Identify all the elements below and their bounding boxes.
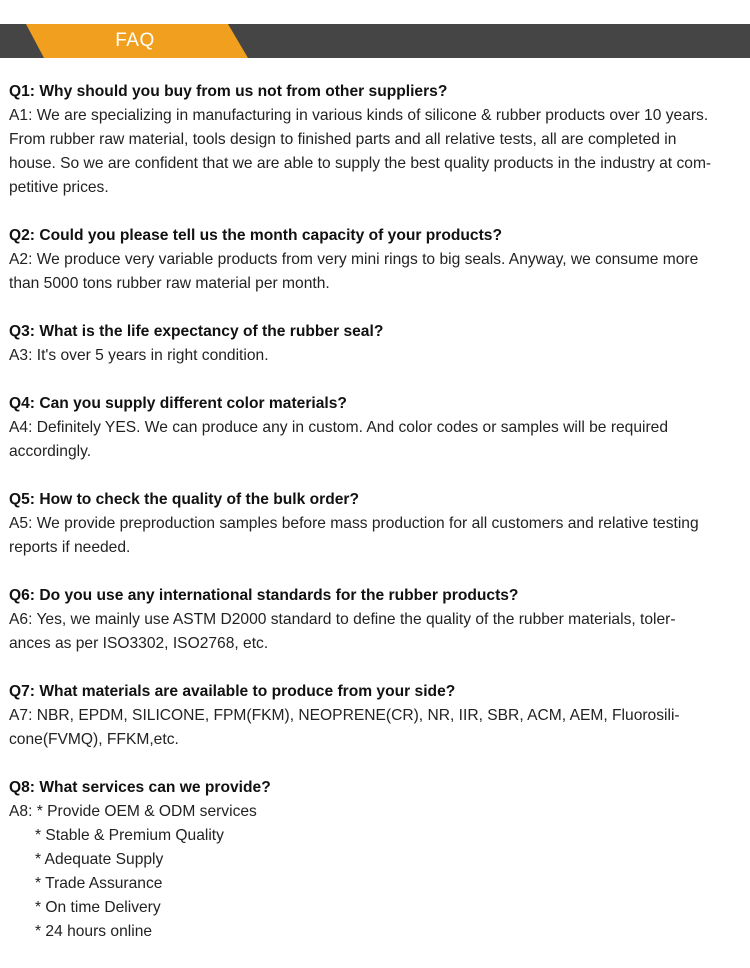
answer-1-line-4: petitive prices. <box>9 179 109 196</box>
faq-item-1 <box>9 80 741 200</box>
answer-2-line-1: A2: We produce very variable products from very mini rings to big seals. Anyway, we consume more <box>9 251 699 268</box>
question-1: Q1: Why should you buy from us not from other suppliers? <box>9 83 448 100</box>
faq-item-8 <box>9 776 741 944</box>
question-8: Q8: What services can we provide? <box>9 779 271 796</box>
faq-item-4 <box>9 392 741 464</box>
faq-header-bar <box>0 24 750 58</box>
answer-3-line-1: A3: It's over 5 years in right condition. <box>9 347 269 364</box>
question-7: Q7: What materials are available to produce from your side? <box>9 683 456 700</box>
answer-7-line-2: cone(FVMQ), FFKM,etc. <box>9 731 179 748</box>
answer-1-line-1: A1: We are specializing in manufacturing in various kinds of silicone & rubber products over 10 years. <box>9 107 709 124</box>
question-6: Q6: Do you use any international standards for the rubber products? <box>9 587 519 604</box>
question-4: Q4: Can you supply different color materials? <box>9 395 347 412</box>
answer-7-line-1: A7: NBR, EPDM, SILICONE, FPM(FKM), NEOPRENE(CR), NR, IIR, SBR, ACM, AEM, Fluorosili- <box>9 707 680 724</box>
faq-item-6 <box>9 584 741 656</box>
service-item: * On time Delivery <box>35 899 161 916</box>
services-list <box>9 824 741 944</box>
answer-6-line-1: A6: Yes, we mainly use ASTM D2000 standard to define the quality of the rubber materials, toler- <box>9 611 676 628</box>
answer-8-line-1: A8: * Provide OEM & ODM services <box>9 803 257 820</box>
question-3: Q3: What is the life expectancy of the rubber seal? <box>9 323 384 340</box>
answer-1-line-3: house. So we are confident that we are able to supply the best quality products in the industry at com- <box>9 155 712 172</box>
question-2: Q2: Could you please tell us the month capacity of your products? <box>9 227 503 244</box>
answer-4-line-1: A4: Definitely YES. We can produce any in custom. And color codes or samples will be required <box>9 419 669 436</box>
faq-list <box>9 80 741 968</box>
answer-5-line-2: reports if needed. <box>9 539 131 556</box>
question-5: Q5: How to check the quality of the bulk order? <box>9 491 360 508</box>
service-item: * 24 hours online <box>35 923 153 940</box>
faq-title: FAQ <box>115 30 155 51</box>
answer-4-line-2: accordingly. <box>9 443 92 460</box>
faq-item-3 <box>9 320 741 368</box>
answer-1-line-2: From rubber raw material, tools design to finished parts and all relative tests, all are completed in <box>9 131 677 148</box>
faq-item-5 <box>9 488 741 560</box>
faq-item-7 <box>9 680 741 752</box>
answer-2-line-2: than 5000 tons rubber raw material per month. <box>9 275 330 292</box>
answer-5-line-1: A5: We provide preproduction samples before mass production for all customers and relative testing <box>9 515 699 532</box>
answer-6-line-2: ances as per ISO3302, ISO2768, etc. <box>9 635 269 652</box>
service-item: * Adequate Supply <box>35 851 164 868</box>
service-item: * Trade Assurance <box>35 875 163 892</box>
faq-item-2 <box>9 224 741 296</box>
service-item: * Stable & Premium Quality <box>35 827 224 844</box>
